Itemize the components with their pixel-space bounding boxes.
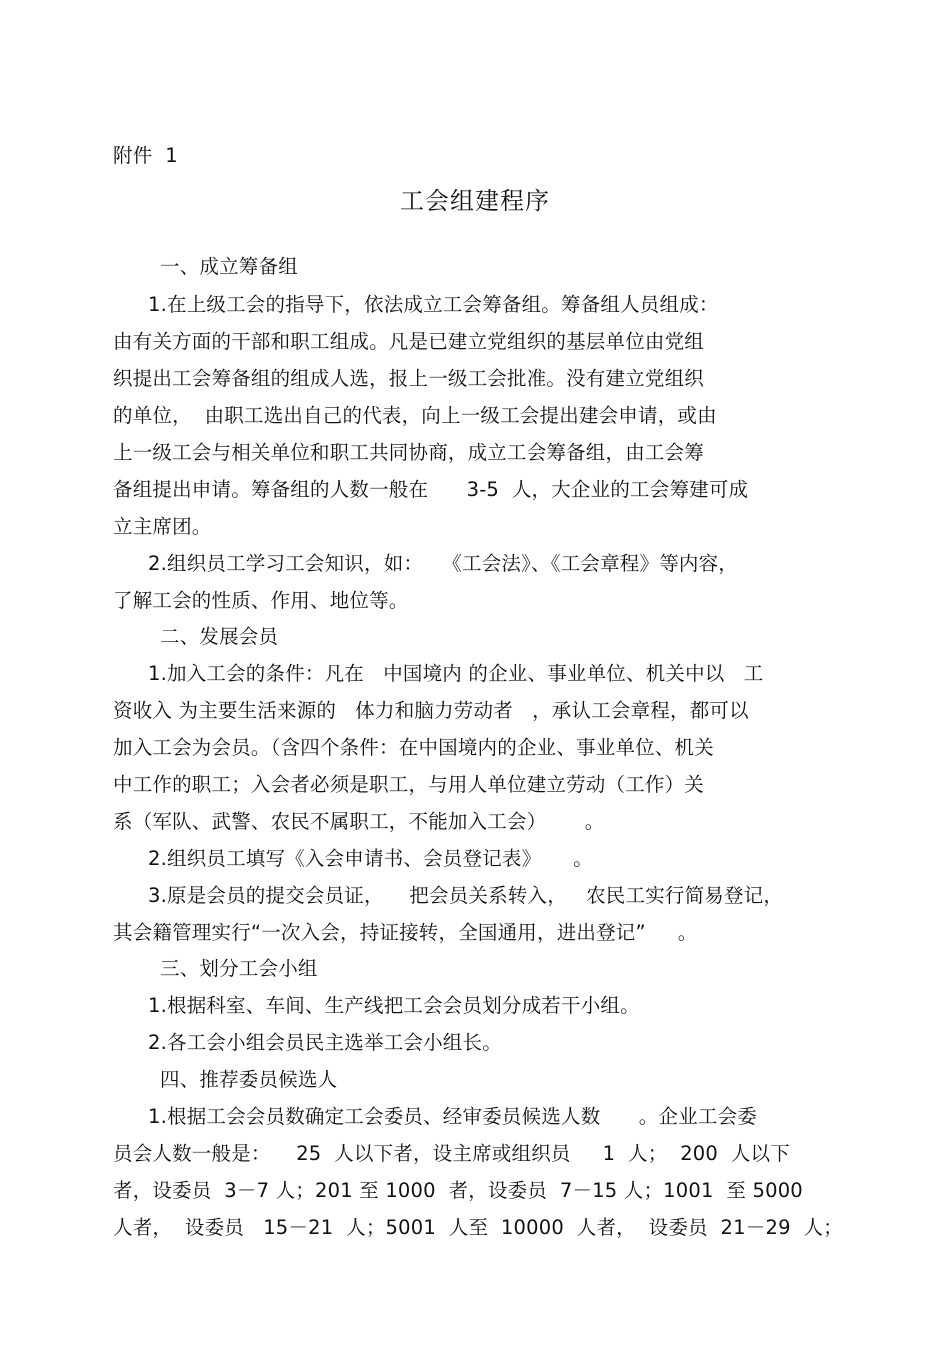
paragraph-line: 1.根据工会会员数确定工会委员、经审委员候选人数 。企业工会委 xyxy=(148,1105,757,1128)
section-heading-3: 三、划分工会小组 xyxy=(160,957,318,980)
attachment-label: 附件 1 xyxy=(113,144,178,167)
paragraph-line: 2.各工会小组会员民主选举工会小组长。 xyxy=(148,1031,502,1054)
paragraph-line: 资收入 为主要生活来源的 体力和脑力劳动者 ，承认工会章程，都可以 xyxy=(113,699,749,722)
paragraph-line: 系（军队、武警、农民不属职工，不能加入工会） 。 xyxy=(113,810,605,833)
paragraph-line: 员会人数一般是： 25 人以下者，设主席或组织员 1 人； 200 人以下 xyxy=(113,1142,790,1165)
paragraph-line: 的单位， 由职工选出自己的代表，向上一级工会提出建会申请，或由 xyxy=(113,404,717,427)
document-title: 工会组建程序 xyxy=(400,187,550,215)
paragraph-line: 加入工会为会员。（含四个条件：在中国境内的企业、事业单位、机关 xyxy=(113,736,714,759)
paragraph-line: 1.加入工会的条件：凡在 中国境内 的企业、事业单位、机关中以 工 xyxy=(148,662,764,685)
paragraph-line: 了解工会的性质、作用、地位等。 xyxy=(113,589,409,612)
paragraph-line: 人者， 设委员 15－21 人；5001 人至 10000 人者， 设委员 21－29 人； xyxy=(113,1216,843,1239)
paragraph-line: 1.根据科室、车间、生产线把工会会员划分成若干小组。 xyxy=(148,994,640,1017)
paragraph-line: 1.在上级工会的指导下，依法成立工会筹备组。筹备组人员组成： xyxy=(148,293,719,316)
paragraph-line: 备组提出申请。筹备组的人数一般在 3-5 人，大企业的工会筹建可成 xyxy=(113,478,749,501)
paragraph-line: 其会籍管理实行“一次入会，持证接转，全国通用，进出登记” 。 xyxy=(113,921,698,944)
paragraph-line: 3.原是会员的提交会员证， 把会员关系转入， 农民工实行简易登记， xyxy=(148,884,784,907)
section-heading-1: 一、成立筹备组 xyxy=(160,255,298,278)
paragraph-line: 2.组织员工填写《入会申请书、会员登记表》 。 xyxy=(148,847,593,870)
paragraph-line: 上一级工会与相关单位和职工共同协商，成立工会筹备组，由工会筹 xyxy=(113,441,705,464)
paragraph-line: 中工作的职工；入会者必须是职工，与用人单位建立劳动（工作）关 xyxy=(113,773,705,796)
section-heading-2: 二、发展会员 xyxy=(160,625,279,648)
paragraph-line: 者，设委员 3－7 人；201 至 1000 者，设委员 7－15 人；1001 至 5000 xyxy=(113,1179,803,1202)
paragraph-line: 织提出工会筹备组的组成人选，报上一级工会批准。没有建立党组织 xyxy=(113,367,705,390)
paragraph-line: 由有关方面的干部和职工组成。凡是已建立党组织的基层单位由党组 xyxy=(113,330,705,353)
section-heading-4: 四、推荐委员候选人 xyxy=(160,1068,338,1091)
paragraph-line: 2.组织员工学习工会知识，如： 《工会法》、《工会章程》等内容， xyxy=(148,552,739,575)
paragraph-line: 立主席团。 xyxy=(113,515,212,538)
